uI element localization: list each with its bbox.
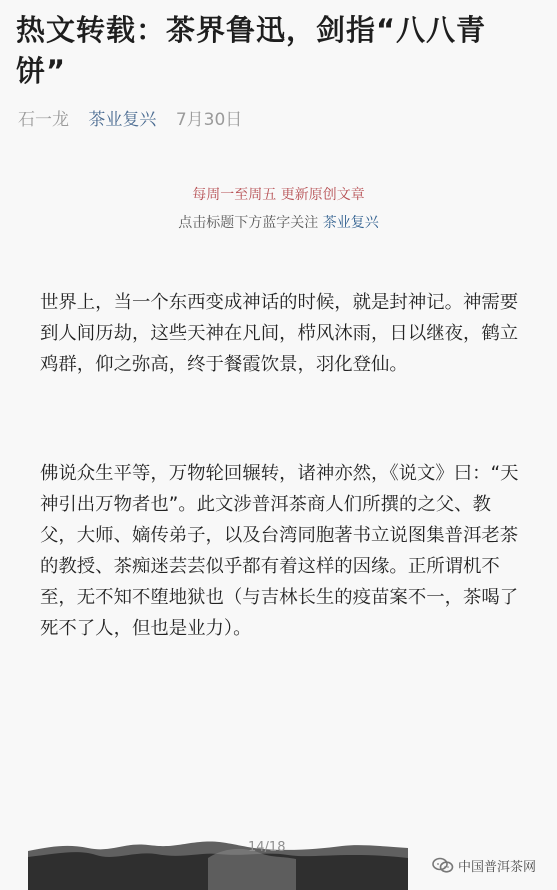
article-image[interactable] — [28, 824, 408, 890]
article-paragraph: 佛说众生平等，万物轮回辗转，诸神亦然，《说文》曰：“天神引出万物者也”。此文涉普洱茶商人们所撰的之父、教父，大师、嫡传弟子，以及台湾同胞著书立说图集普洱老茶的教授、茶痴迷芸芸似乎都有着这样的因缘。正所谓机不至，无不知不堕地狱也（与吉林长生的疫苗案不一，茶喝了死不了人，但也是业力）。 — [40, 463, 519, 639]
article-paragraph: 世界上，当一个东西变成神话的时候，就是封神记。神需要到人间历劫，这些天神在凡间，栉风沐雨，日以继夜，鹤立鸡群，仰之弥高，终于餐霞饮景，羽化登仙。 — [40, 292, 519, 375]
account-link[interactable]: 茶业复兴 — [88, 110, 157, 130]
follow-account-link[interactable]: 茶业复兴 — [322, 215, 379, 231]
author-name: 石一龙 — [18, 110, 69, 130]
watermark — [432, 853, 556, 877]
landscape-image — [28, 824, 408, 890]
article-title: 热文转载：茶界鲁迅，剑指“八八青饼” — [16, 13, 487, 88]
follow-prompt: 点击标题下方蓝字关注 — [178, 215, 319, 231]
publish-date: 7月30日 — [175, 110, 243, 130]
follow-note — [0, 212, 557, 234]
image-page-indicator: 14/18 — [248, 840, 286, 855]
wechat-icon — [432, 856, 454, 874]
article-meta — [18, 108, 256, 132]
update-note: 每周一至周五 更新原创文章 — [192, 187, 365, 203]
watermark-text: 中国普洱茶网 — [458, 859, 537, 875]
